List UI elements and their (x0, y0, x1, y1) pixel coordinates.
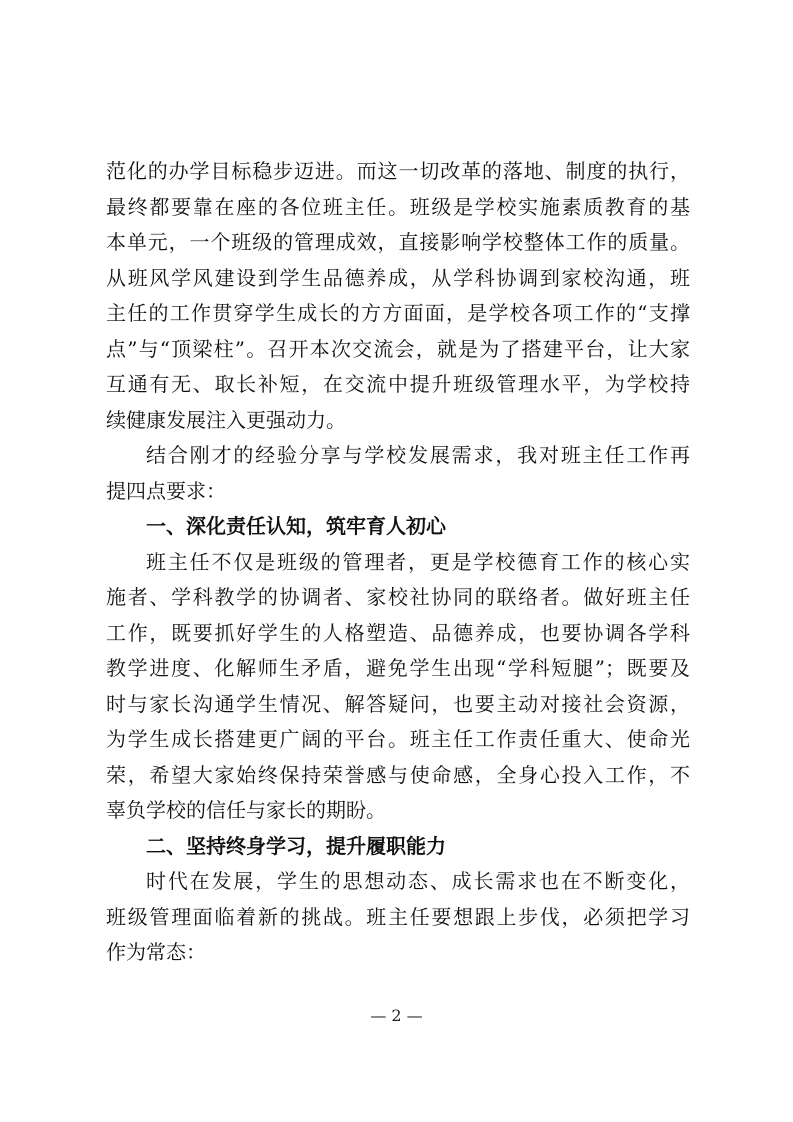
text-line: 辜负学校的信任与家长的期盼。 (106, 798, 386, 822)
page-number: — 2 — (370, 1006, 423, 1025)
text-line: 教学进度、化解师生矛盾，避免学生出现“学科短腿”；既要及 (106, 656, 690, 680)
text-line: 结合刚才的经验分享与学校发展需求，我对班主任工作再 (146, 443, 690, 467)
text-line: 本单元，一个班级的管理成效，直接影响学校整体工作的质量。 (106, 230, 690, 254)
text-line: 最终都要靠在座的各位班主任。班级是学校实施素质教育的基 (106, 194, 690, 219)
text-line: 续健康发展注入更强动力。 (106, 407, 346, 432)
text-line: 时与家长沟通学生情况、解答疑问，也要主动对接社会资源， (106, 691, 690, 716)
text-line: 荣，希望大家始终保持荣誉感与使命感，全身心投入工作，不 (106, 762, 690, 787)
text-line: 为学生成长搭建更广阔的平台。班主任工作责任重大、使命光 (106, 727, 690, 751)
text-line: 互通有无、取长补短，在交流中提升班级管理水平，为学校持 (106, 372, 690, 396)
text-line: 主任的工作贯穿学生成长的方方面面，是学校各项工作的“支撑 (106, 301, 690, 325)
text-line: 施者、学科教学的协调者、家校社协同的联络者。做好班主任 (106, 585, 690, 609)
text-line: 提四点要求： (106, 478, 226, 503)
text-line: 工作，既要抓好学生的人格塑造、品德养成，也要协调各学科 (106, 620, 690, 645)
section-heading: 二、坚持终身学习，提升履职能力 (146, 833, 446, 858)
text-line: 时代在发展，学生的思想动态、成长需求也在不断变化， (146, 869, 690, 893)
text-line: 点”与“顶梁柱”。召开本次交流会，就是为了搭建平台，让大家 (106, 336, 690, 361)
section-heading: 一、深化责任认知，筑牢育人初心 (146, 514, 446, 538)
text-line: 班主任不仅是班级的管理者，更是学校德育工作的核心实 (146, 549, 690, 574)
text-line: 范化的办学目标稳步迈进。而这一切改革的落地、制度的执行， (106, 159, 690, 183)
text-line: 班级管理面临着新的挑战。班主任要想跟上步伐，必须把学习 (106, 904, 690, 929)
text-line: 从班风学风建设到学生品德养成，从学科协调到家校沟通，班 (106, 265, 690, 290)
text-line: 作为常态： (106, 940, 206, 964)
document-body (106, 154, 690, 971)
